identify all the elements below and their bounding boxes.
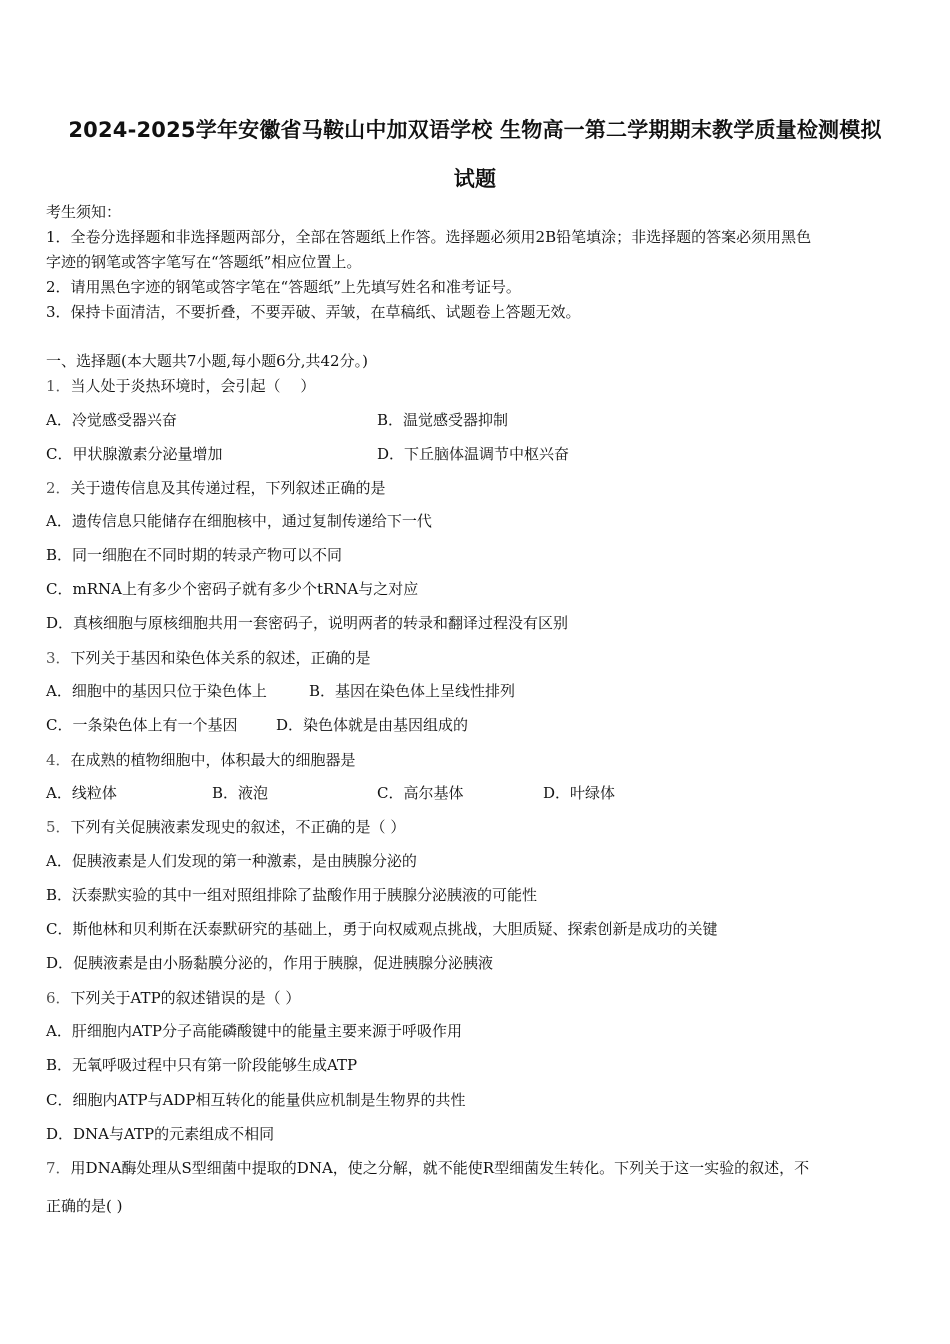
question-3-option-a: A．细胞中的基因只位于染色体上	[46, 682, 267, 700]
document-title-line2: 试题	[453, 167, 497, 191]
notice-item-3: 3．保持卡面清洁，不要折叠，不要弄破、弄皱，在草稿纸、试题卷上答题无效。	[46, 303, 581, 321]
question-6-option-d: D．DNA与ATP的元素组成不相同	[46, 1125, 275, 1143]
notice-item-1a: 1．全卷分选择题和非选择题两部分，全部在答题纸上作答。选择题必须用2B铅笔填涂；非选择题的答案必须用黑色	[46, 228, 812, 246]
question-2	[46, 478, 386, 498]
question-7-stem-continued: 正确的是( )	[46, 1197, 123, 1215]
question-number: 7．	[46, 1159, 71, 1177]
question-6-option-a: A．肝细胞内ATP分子高能磷酸键中的能量主要来源于呼吸作用	[46, 1022, 462, 1040]
question-5-option-d: D．促胰液素是由小肠黏膜分泌的，作用于胰腺，促进胰腺分泌胰液	[46, 954, 494, 972]
question-6-option-c: C．细胞内ATP与ADP相互转化的能量供应机制是生物界的共性	[46, 1091, 466, 1109]
question-3	[46, 648, 371, 668]
question-stem: 下列关于基因和染色体关系的叙述，正确的是	[70, 649, 371, 667]
notice-heading: 考生须知：	[46, 203, 122, 221]
notice-item-1b: 字迹的钢笔或答字笔写在“答题纸”相应位置上。	[46, 253, 362, 271]
question-4-option-d: D．叶绿体	[543, 784, 616, 802]
question-stem: 下列关于ATP的叙述错误的是（ ）	[70, 989, 301, 1007]
question-number: 2．	[46, 479, 71, 497]
question-number: 5．	[46, 818, 71, 836]
question-5	[46, 817, 405, 837]
question-stem: 在成熟的植物细胞中，体积最大的细胞器是	[70, 751, 356, 769]
question-stem: 关于遗传信息及其传递过程，下列叙述正确的是	[70, 479, 386, 497]
question-6	[46, 988, 300, 1008]
question-5-option-c: C．斯他林和贝利斯在沃泰默研究的基础上，勇于向权威观点挑战，大胆质疑、探索创新是成功的关键	[46, 920, 718, 938]
question-stem: 下列有关促胰液素发现史的叙述，不正确的是（ ）	[70, 818, 406, 836]
question-1	[46, 376, 315, 396]
question-stem: 当人处于炎热环境时，会引起（ ）	[70, 377, 316, 395]
question-number: 3．	[46, 649, 71, 667]
question-1-option-d: D．下丘脑体温调节中枢兴奋	[377, 445, 570, 463]
question-3-option-b: B．基因在染色体上呈线性排列	[309, 682, 516, 700]
question-3-option-d: D．染色体就是由基因组成的	[276, 716, 469, 734]
notice-item-2: 2．请用黑色字迹的钢笔或答字笔在“答题纸”上先填写姓名和准考证号。	[46, 278, 521, 296]
question-5-option-a: A．促胰液素是人们发现的第一种激素，是由胰腺分泌的	[46, 852, 417, 870]
question-number: 6．	[46, 989, 71, 1007]
question-number: 1．	[46, 377, 71, 395]
question-6-option-b: B．无氧呼吸过程中只有第一阶段能够生成ATP	[46, 1056, 358, 1074]
question-2-option-d: D．真核细胞与原核细胞共用一套密码子，说明两者的转录和翻译过程没有区别	[46, 614, 569, 632]
option-a: A．冷觉感受器兴奋	[46, 411, 177, 429]
question-stem: 用DNA酶处理从S型细菌中提取的DNA，使之分解，就不能使R型细菌发生转化。下列关于这一实验的叙述，不	[70, 1159, 810, 1177]
question-4-option-a: A．线粒体	[46, 784, 117, 802]
question-1-options-row1	[46, 410, 177, 430]
question-5-option-b: B．沃泰默实验的其中一组对照组排除了盐酸作用于胰腺分泌胰液的可能性	[46, 886, 538, 904]
question-2-option-b: B．同一细胞在不同时期的转录产物可以不同	[46, 546, 343, 564]
question-4-option-c: C．高尔基体	[377, 784, 464, 802]
section-heading: 一、选择题(本大题共7小题,每小题6分,共42分。)	[46, 352, 368, 370]
question-number: 4．	[46, 751, 71, 769]
document-title-line1: 2024-2025学年安徽省马鞍山中加双语学校 生物高一第二学期期末教学质量检测模拟	[68, 118, 882, 142]
question-3-option-c: C．一条染色体上有一个基因	[46, 716, 238, 734]
question-2-option-a: A．遗传信息只能储存在细胞核中，通过复制传递给下一代	[46, 512, 432, 530]
question-4	[46, 750, 356, 770]
question-7	[46, 1158, 809, 1178]
question-4-option-b: B．液泡	[212, 784, 269, 802]
question-2-option-c: C．mRNA上有多少个密码子就有多少个tRNA与之对应	[46, 580, 419, 598]
question-1-option-b: B．温觉感受器抑制	[377, 411, 509, 429]
question-1-option-c: C．甲状腺激素分泌量增加	[46, 445, 223, 463]
